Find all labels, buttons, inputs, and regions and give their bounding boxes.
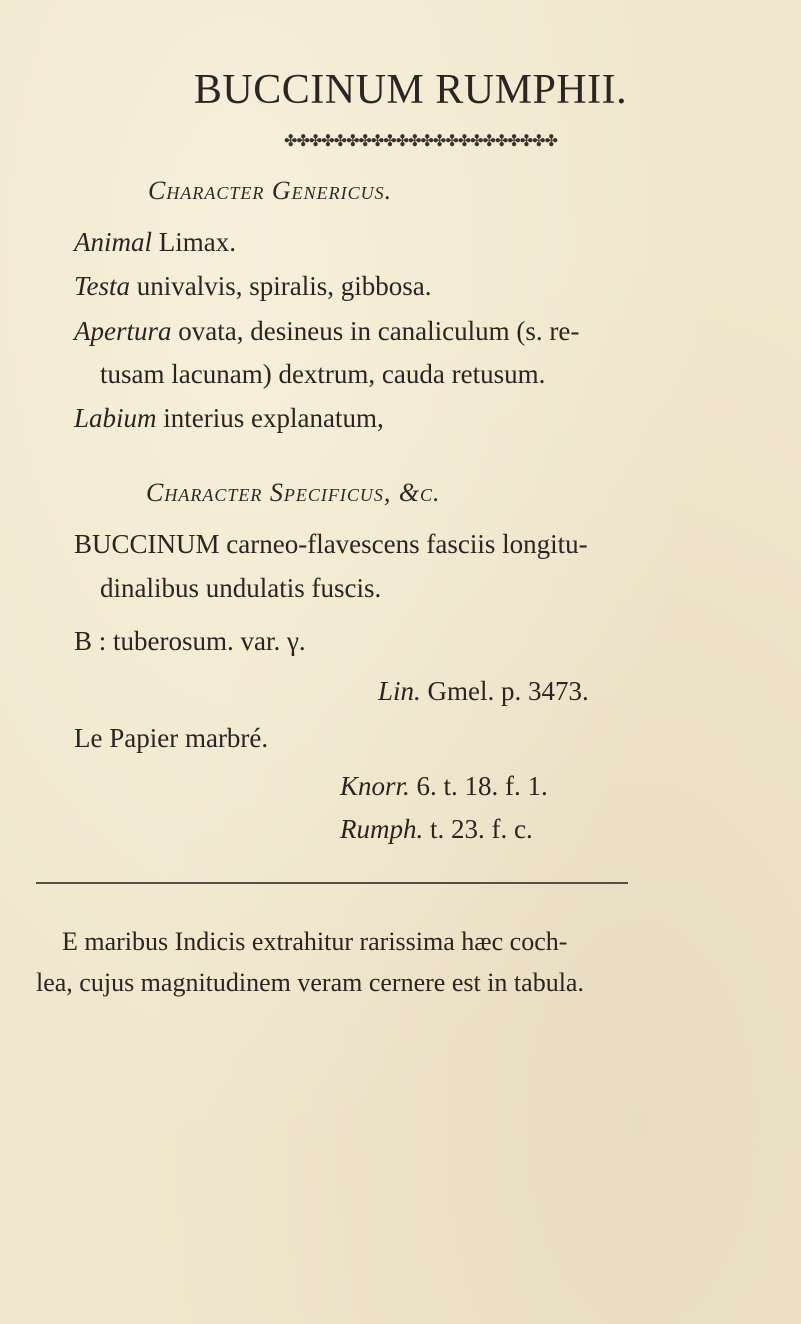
specific-line-1: BUCCINUM carneo-flavescens fasciis longitu- (74, 529, 588, 559)
term-apertura: Apertura (74, 316, 172, 346)
term-testa: Testa (74, 271, 131, 301)
generic-heading: Character Genericus. (148, 176, 393, 205)
text-labium: interius explanatum, (156, 403, 384, 433)
note-line-1: E maribus Indicis extrahitur rarissima hæc coch- (62, 927, 568, 956)
reference-author: Rumph. (340, 814, 424, 844)
text-animal: Limax. (152, 227, 236, 257)
divider-rule (36, 882, 628, 884)
specific-line-2: dinalibus undulatis fuscis. (100, 573, 382, 603)
page-title: BUCCINUM RUMPHII. (193, 67, 628, 113)
reference-text: 6. t. 18. f. 1. (409, 771, 548, 801)
specific-heading: Character Specificus, &c. (146, 478, 441, 507)
note-line-2: lea, cujus magnitudinem veram cernere est in tabula. (36, 968, 584, 997)
term-animal: Animal (74, 227, 152, 257)
generic-line-labium (74, 403, 384, 434)
reference-author: Knorr. (340, 771, 410, 801)
variety-line: B : tuberosum. var. γ. (74, 626, 306, 656)
reference-text: t. 23. f. c. (423, 814, 533, 844)
french-name: Le Papier marbré. (74, 723, 269, 753)
reference-knorr (340, 771, 548, 802)
reference-linnaeus (378, 676, 589, 707)
ornament-row: ✤✤✤✤✤✤✤✤✤✤✤✤✤✤✤✤✤✤✤✤✤✤ (284, 133, 557, 150)
generic-line-testa (74, 271, 432, 302)
reference-rumph (340, 814, 533, 845)
reference-text: Gmel. p. 3473. (420, 676, 589, 706)
reference-author: Lin. (378, 676, 421, 706)
text-apertura: ovata, desineus in canaliculum (s. re- (171, 316, 580, 346)
text-apertura-cont: tusam lacunam) dextrum, cauda retusum. (100, 359, 546, 389)
text-testa: univalvis, spiralis, gibbosa. (130, 271, 432, 301)
generic-line-apertura-cont (100, 359, 545, 390)
generic-line-animal (74, 227, 236, 258)
generic-line-apertura (74, 316, 579, 347)
term-labium: Labium (74, 403, 157, 433)
